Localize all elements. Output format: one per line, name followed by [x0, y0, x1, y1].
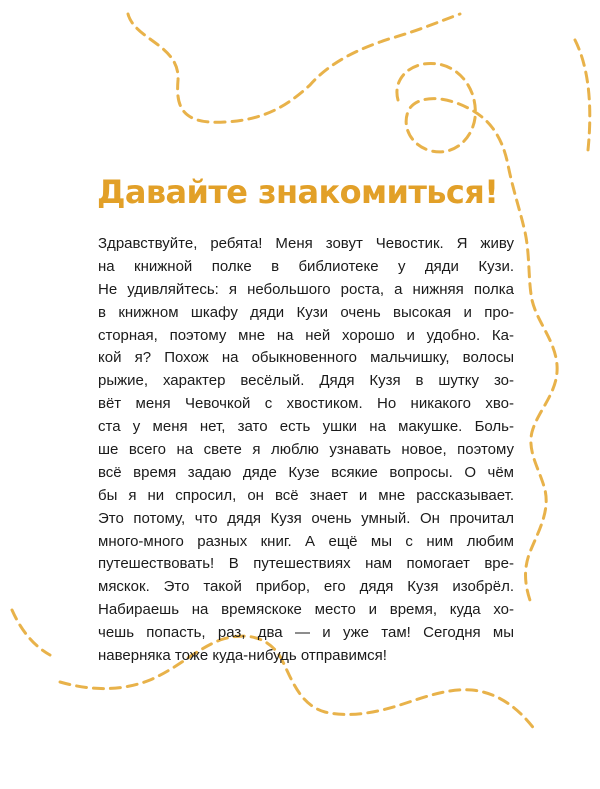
paragraph-line: наверняка тоже куда-нибудь отправимся! — [98, 647, 387, 665]
dashed-trail-top-left — [128, 14, 460, 122]
dashed-trail-bottom-left — [12, 610, 50, 655]
paragraph-line: всё время задаю дяде Кузе всякие вопросы. О чём — [98, 463, 514, 481]
paragraph-line: рыжие, характер весёлый. Дядя Кузя в шутку зо- — [98, 372, 514, 390]
paragraph-line: сторная, поэтому мне на ней хорошо и удобно. Ка- — [98, 326, 514, 344]
paragraph-line: кой я? Похож на обыкновенного мальчишку, волосы — [98, 349, 514, 367]
paragraph-line: много-много разных книг. А ещё мы с ним любим — [98, 532, 514, 550]
paragraph-line: Здравствуйте, ребята! Меня зовут Чевостик. Я живу — [98, 235, 514, 252]
paragraph-line: Не удивляйтесь: я небольшого роста, а нижняя полка — [98, 280, 514, 298]
paragraph-line: мяскок. Это такой прибор, его дядя Кузя изобрёл. — [98, 578, 514, 596]
dashed-trail-right-edge — [575, 40, 590, 150]
paragraph-line: вёт меня Чевочкой с хвостиком. Но никакого хво- — [98, 395, 514, 413]
paragraph-line: бы я ни спросил, он всё знает и мне рассказывает. — [98, 486, 514, 504]
story-paragraph — [98, 233, 514, 668]
paragraph-line: чешь попасть, раз, два — и уже там! Сегодня мы — [98, 624, 514, 642]
paragraph-line: Набираешь на времяскоке место и время, куда хо- — [98, 601, 514, 619]
page-title: Давайте знакомиться! — [97, 173, 499, 211]
paragraph-line: на книжной полке в библиотеке у дяди Кузи. — [98, 257, 514, 275]
paragraph-line: Это потому, что дядя Кузя очень умный. Он прочитал — [98, 509, 514, 527]
paragraph-line: в книжном шкафу дяди Кузи очень высокая и про- — [98, 303, 514, 321]
paragraph-line: ше всего на свете я люблю узнавать новое, поэтому — [98, 441, 514, 459]
paragraph-line: ста у меня нет, зато есть ушки на макушке. Боль- — [98, 418, 514, 436]
paragraph-line: путешествовать! В путешествиях нам помогает вре- — [98, 555, 514, 573]
